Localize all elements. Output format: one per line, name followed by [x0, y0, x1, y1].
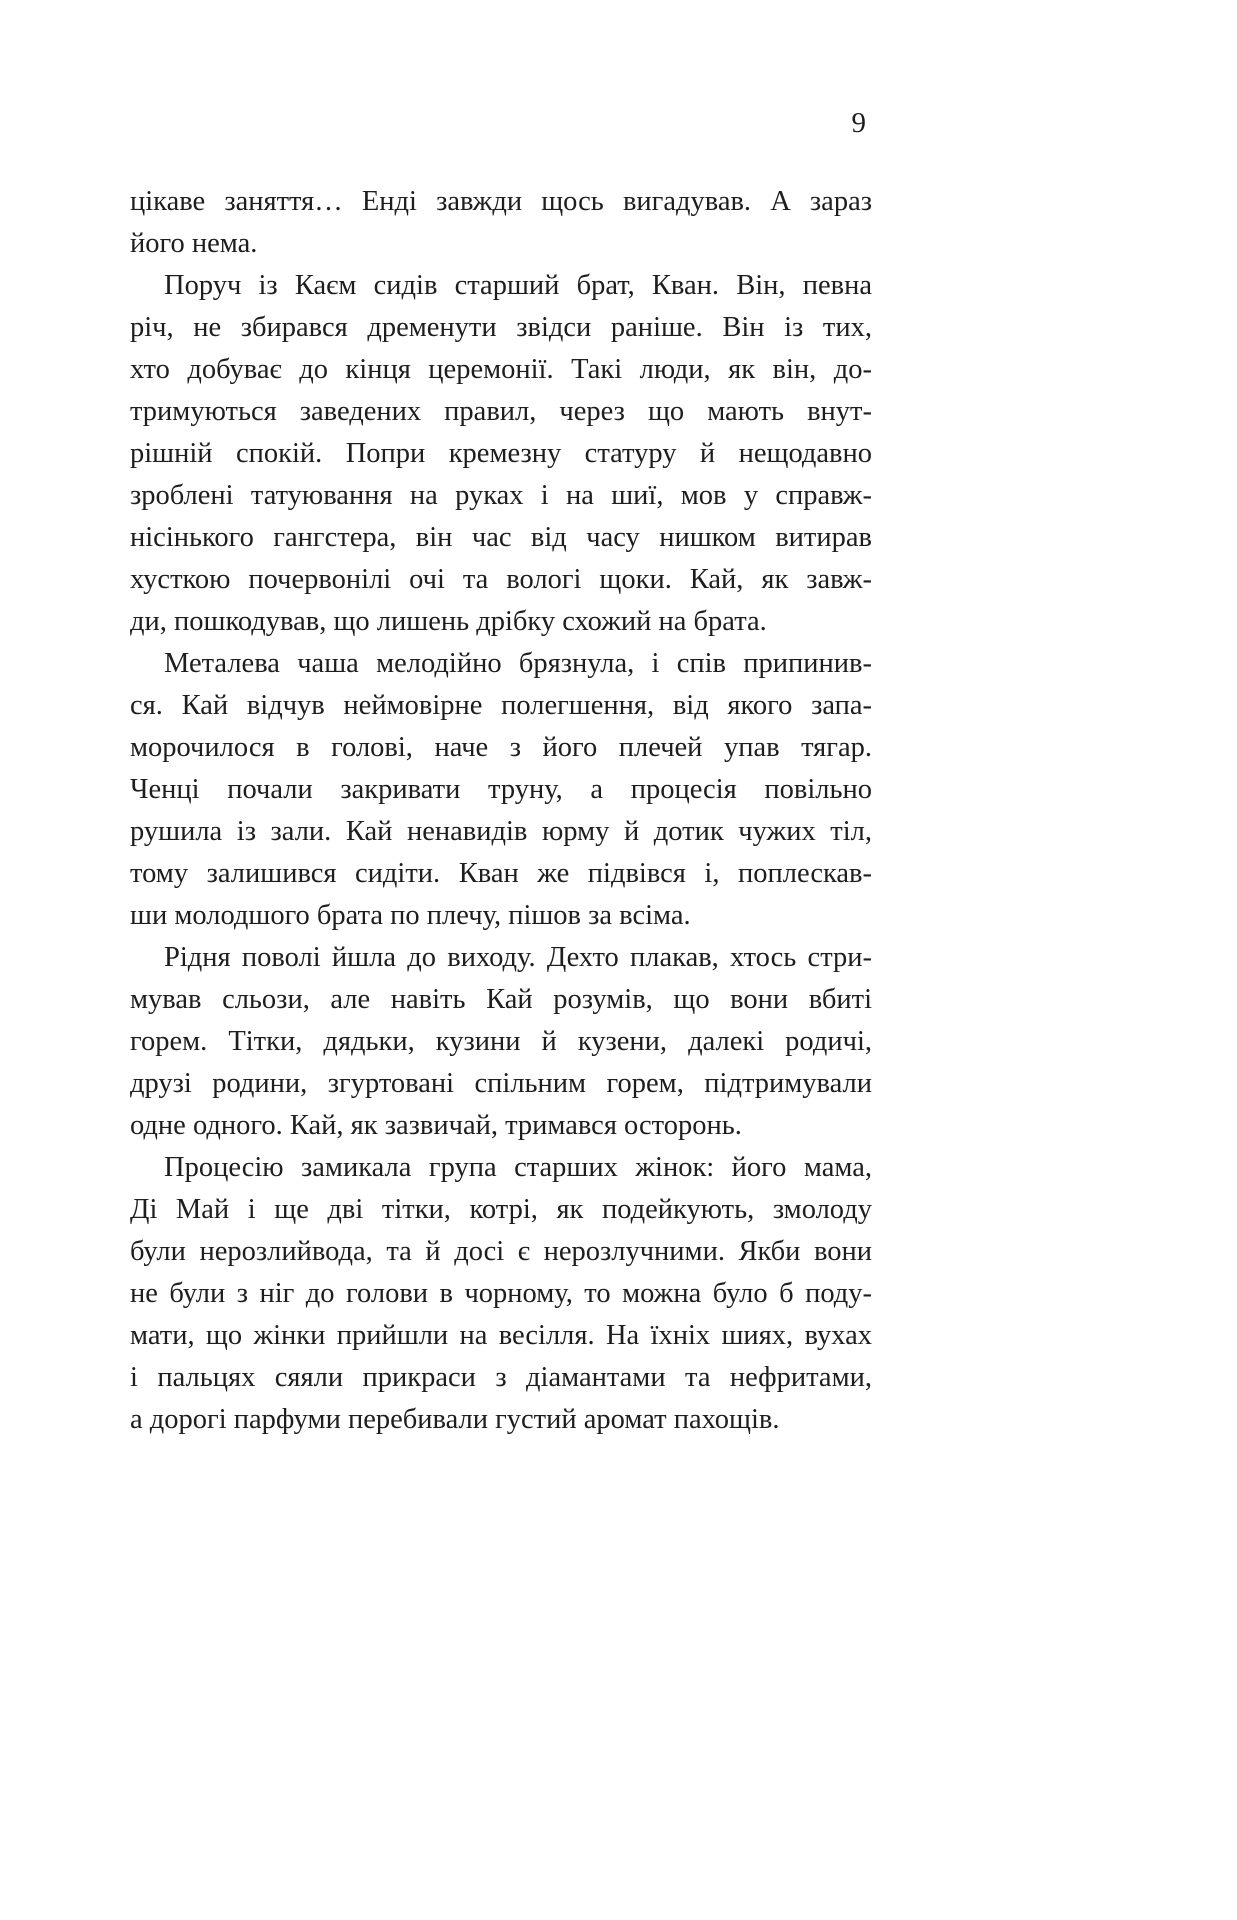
- text-line: річ, не збирався дременути звідси раніше. Він із тих,: [130, 312, 872, 343]
- text-line: зроблені татуювання на руках і на шиї, мов у справж-: [130, 480, 872, 511]
- text-line: а дорогі парфуми перебивали густий аромат пахощів.: [130, 1404, 780, 1435]
- text-line: нісінького гангстера, він час від часу нишком витирав: [130, 522, 872, 553]
- text-line: горем. Тітки, дядьки, кузини й кузени, далекі родичі,: [130, 1026, 872, 1057]
- text-line: мати, що жінки прийшли на весілля. На їхніх шиях, вухах: [130, 1320, 872, 1351]
- paragraph: [130, 937, 872, 1147]
- text-line: цікаве заняття… Енді завжди щось вигадував. А зараз: [130, 186, 872, 217]
- text-line: не були з ніг до голови в чорному, то можна було б поду-: [130, 1278, 872, 1309]
- text-line: тому залишився сидіти. Кван же підвівся і, поплескав-: [130, 858, 872, 889]
- text-line: ся. Кай відчув неймовірне полегшення, від якого запа-: [130, 690, 872, 721]
- text-line: ди, пошкодував, що лишень дрібку схожий на брата.: [130, 606, 767, 637]
- text-line: Рідня поволі йшла до виходу. Дехто плакав, хтось стри-: [164, 942, 872, 973]
- text-line: і пальцях сяяли прикраси з діамантами та нефритами,: [130, 1362, 872, 1393]
- text-line: Металева чаша мелодійно брязнула, і спів припинив-: [164, 648, 872, 679]
- paragraph: [130, 643, 872, 937]
- text-block: [130, 181, 872, 1441]
- text-line: рішній спокій. Попри кремезну статуру й нещодавно: [130, 438, 872, 469]
- page-number: 9: [851, 107, 866, 139]
- text-line: були нерозлийвода, та й досі є нерозлучними. Якби вони: [130, 1236, 872, 1267]
- text-line: Ченці почали закривати труну, а процесія повільно: [130, 774, 872, 805]
- paragraph: [130, 181, 872, 265]
- text-line: хто добуває до кінця церемонії. Такі люди, як він, до-: [130, 354, 872, 385]
- text-line: тримуються заведених правил, через що мають внут-: [130, 396, 872, 427]
- text-line: його нема.: [130, 228, 258, 259]
- text-line: хусткою почервонілі очі та вологі щоки. Кай, як завж-: [130, 564, 872, 595]
- text-line: рушила із зали. Кай ненавидів юрму й дотик чужих тіл,: [130, 816, 872, 847]
- text-line: Ді Май і ще дві тітки, котрі, як подейкують, змолоду: [130, 1194, 872, 1225]
- text-line: морочилося в голові, наче з його плечей упав тягар.: [130, 732, 872, 763]
- text-line: ши молодшого брата по плечу, пішов за всіма.: [130, 900, 691, 931]
- text-line: одне одного. Кай, як зазвичай, тримався осторонь.: [130, 1110, 742, 1141]
- text-line: друзі родини, згуртовані спільним горем, підтримували: [130, 1068, 872, 1099]
- text-line: мував сльози, але навіть Кай розумів, що вони вбиті: [130, 984, 872, 1015]
- text-line: Поруч із Каєм сидів старший брат, Кван. Він, певна: [164, 270, 872, 301]
- text-line: Процесію замикала група старших жінок: його мама,: [164, 1152, 872, 1183]
- paragraph: [130, 265, 872, 643]
- paragraph: [130, 1147, 872, 1441]
